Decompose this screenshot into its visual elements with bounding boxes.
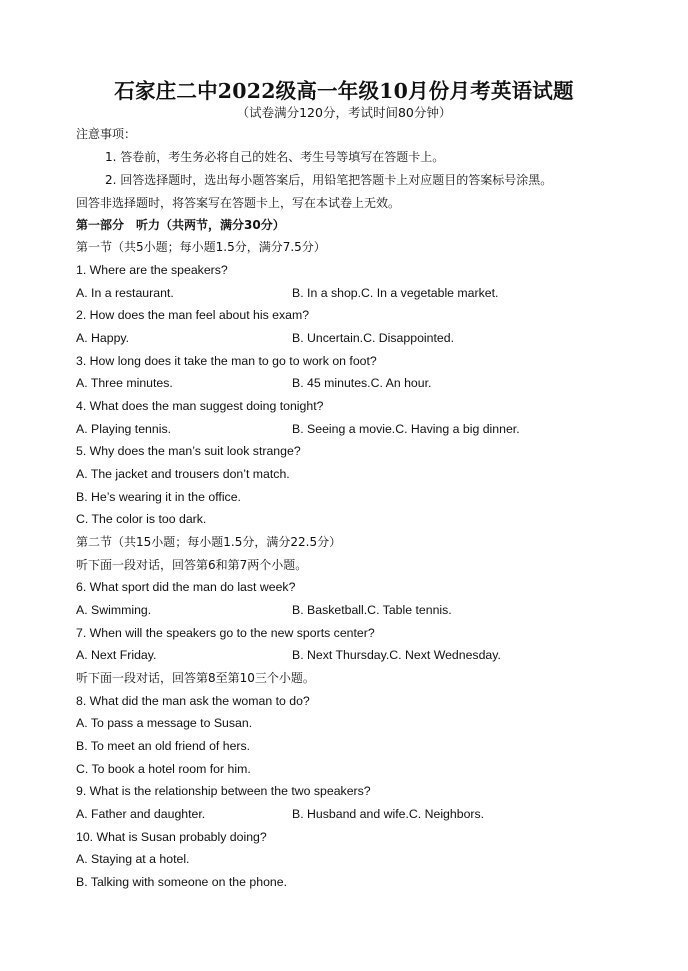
options-row-9	[76, 806, 636, 822]
options-row-6	[76, 602, 636, 618]
options-row-3	[76, 375, 636, 391]
option-a: A. Next Friday.	[76, 648, 157, 662]
section1-heading: 第一节（共5小题；每小题1.5分，满分7.5分）	[76, 240, 326, 254]
option-b: B. In a shop.C. In a vegetable market.	[292, 286, 499, 300]
option-a: A. Swimming.	[76, 603, 152, 617]
options-row-7	[76, 647, 636, 663]
option-a: A. The jacket and trousers don’t match.	[76, 467, 290, 481]
section2-heading: 第二节（共15小题；每小题1.5分，满分22.5分）	[76, 535, 342, 549]
option-a: A. Playing tennis.	[76, 422, 172, 436]
question-3: 3. How long does it take the man to go to work on foot?	[76, 354, 377, 368]
part1-heading: 第一部分 听力（共两节，满分30分）	[76, 218, 285, 232]
option-a: A. In a restaurant.	[76, 286, 174, 300]
note-item-3: 回答非选择题时，将答案写在答题卡上，写在本试卷上无效。	[76, 196, 401, 210]
option-a: A. To pass a message to Susan.	[76, 716, 253, 730]
question-5: 5. Why does the man’s suit look strange?	[76, 444, 301, 458]
notes-heading: 注意事项：	[76, 127, 137, 141]
exam-subtitle: （试卷满分120分，考试时间80分钟）	[236, 105, 452, 120]
option-a: A. Happy.	[76, 331, 130, 345]
option-a: A. Three minutes.	[76, 376, 173, 390]
option-b: B. Basketball.C. Table tennis.	[292, 603, 452, 617]
option-c: C. The color is too dark.	[76, 512, 207, 526]
option-a: A. Father and daughter.	[76, 807, 206, 821]
instruction-8-10: 听下面一段对话，回答第8至第10三个小题。	[76, 671, 315, 685]
question-7: 7. When will the speakers go to the new sports center?	[76, 626, 375, 640]
question-9: 9. What is the relationship between the two speakers?	[76, 784, 371, 798]
question-6: 6. What sport did the man do last week?	[76, 580, 296, 594]
options-row-2	[76, 330, 636, 346]
note-item-1: 1. 答卷前，考生务必将自己的姓名、考生号等填写在答题卡上。	[105, 150, 445, 164]
option-c: C. To book a hotel room for him.	[76, 762, 251, 776]
option-b: B. To meet an old friend of hers.	[76, 739, 251, 753]
option-b: B. Next Thursday.C. Next Wednesday.	[292, 648, 501, 662]
question-1: 1. Where are the speakers?	[76, 263, 228, 277]
option-b: B. Uncertain.C. Disappointed.	[292, 331, 454, 345]
question-8: 8. What did the man ask the woman to do?	[76, 694, 310, 708]
option-b: B. Husband and wife.C. Neighbors.	[292, 807, 485, 821]
option-a: A. Staying at a hotel.	[76, 852, 190, 866]
option-b: B. He’s wearing it in the office.	[76, 490, 241, 504]
option-b: B. Seeing a movie.C. Having a big dinner.	[292, 422, 520, 436]
question-10: 10. What is Susan probably doing?	[76, 830, 267, 844]
exam-title: 石家庄二中2022级高一年级10月份月考英语试题	[114, 79, 574, 103]
instruction-6-7: 听下面一段对话，回答第6和第7两个小题。	[76, 558, 308, 572]
question-4: 4. What does the man suggest doing tonight?	[76, 399, 324, 413]
option-b: B. Talking with someone on the phone.	[76, 875, 288, 889]
option-b: B. 45 minutes.C. An hour.	[292, 376, 432, 390]
options-row-4	[76, 421, 636, 437]
options-row-1	[76, 285, 636, 301]
question-2: 2. How does the man feel about his exam?	[76, 308, 310, 322]
note-item-2: 2. 回答选择题时，选出每小题答案后，用铅笔把答题卡上对应题目的答案标号涂黑。	[105, 173, 553, 187]
